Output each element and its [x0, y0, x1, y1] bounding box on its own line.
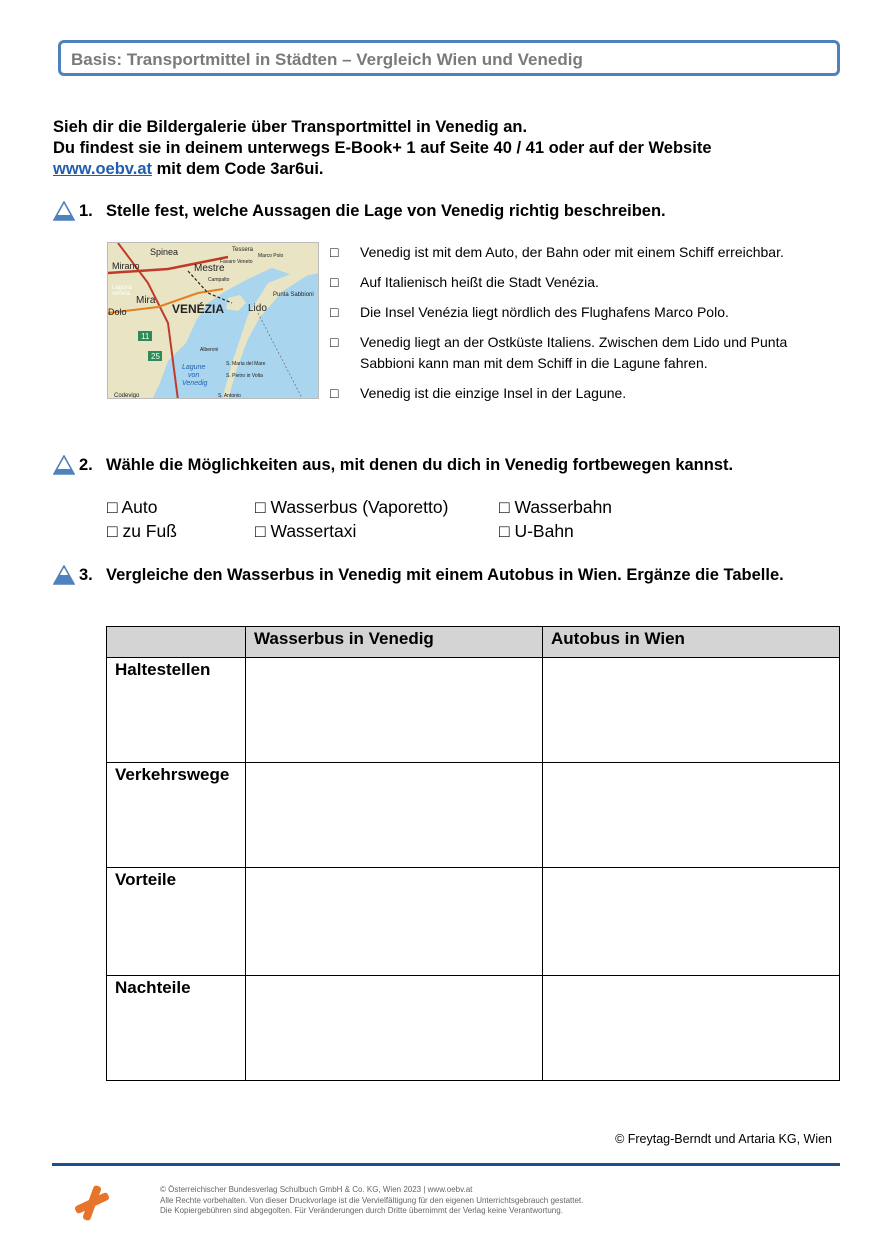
map-label-mira: Mira	[136, 295, 156, 306]
map-label-von: von	[188, 372, 200, 379]
table-row	[107, 976, 840, 1081]
answer-cell[interactable]	[543, 868, 840, 976]
option-label: zu Fuß	[122, 521, 177, 541]
table-row	[107, 868, 840, 976]
option-label: Wassertaxi	[270, 521, 357, 541]
venice-map	[107, 242, 319, 399]
table-row	[107, 658, 840, 763]
option-u-bahn[interactable]	[499, 521, 574, 542]
table-header-row	[107, 627, 840, 658]
difficulty-pyramid-icon	[53, 201, 75, 221]
map-label-road-25: 25	[151, 352, 160, 361]
checkbox-icon[interactable]: □	[107, 521, 118, 541]
checkbox-icon[interactable]: □	[330, 244, 339, 260]
row-label: Vorteile	[107, 868, 246, 976]
statement-list	[330, 242, 830, 404]
row-label: Haltestellen	[107, 658, 246, 763]
option-label: Auto	[121, 497, 158, 517]
footer-line-3: Die Kopiergebühren sind abgegolten. Für Veränderungen durch Dritte übernimmt der Verlag keine Verantwortung.	[160, 1206, 563, 1215]
map-label-mirano: Mirano	[112, 261, 140, 271]
task-3-text: Vergleiche den Wasserbus in Venedig mit einem Autobus in Wien. Ergänze die Tabelle.	[106, 566, 784, 584]
map-label-codevigo: Codevigo	[114, 393, 140, 399]
map-label-santa-maria: S. Maria del Mare	[226, 361, 266, 367]
worksheet-header	[58, 40, 840, 76]
map-label-venezia: VENÉZIA	[172, 302, 225, 316]
option-wasserbus[interactable]	[255, 497, 448, 518]
intro-line-3	[53, 159, 843, 180]
answer-cell[interactable]	[543, 658, 840, 763]
checkbox-icon[interactable]: □	[255, 521, 266, 541]
map-label-san-pietro: S. Pietro in Volta	[226, 373, 263, 379]
statement-text: Venedig ist die einzige Insel in der Lagune.	[360, 385, 627, 401]
table-header-empty	[107, 627, 246, 658]
map-label-road-11: 11	[141, 332, 150, 341]
checkbox-icon[interactable]: □	[330, 385, 339, 401]
statement-item[interactable]	[330, 242, 830, 263]
table-header-wasserbus: Wasserbus in Venedig	[246, 627, 543, 658]
intro-text	[53, 117, 843, 180]
task-1-number: 1.	[79, 202, 93, 220]
answer-cell[interactable]	[246, 868, 543, 976]
checkbox-icon[interactable]: □	[499, 497, 510, 517]
statement-text: Die Insel Venézia liegt nördlich des Flughafens Marco Polo.	[360, 304, 729, 320]
answer-cell[interactable]	[246, 763, 543, 868]
footer-line-1: © Österreichischer Bundesverlag Schulbuch GmbH & Co. KG, Wien 2023 | www.oebv.at	[160, 1185, 473, 1194]
map-label-marco-polo: Marco Polo	[258, 253, 284, 259]
option-label: Wasserbahn	[514, 497, 613, 517]
statement-item[interactable]	[330, 383, 830, 404]
map-label-dolo: Dolo	[108, 307, 127, 317]
map-label-tessera: Tessera	[232, 247, 254, 253]
option-label: U-Bahn	[514, 521, 574, 541]
task-2-text: Wähle die Möglichkeiten aus, mit denen du dich in Venedig fortbewegen kannst.	[106, 456, 734, 474]
row-label: Verkehrswege	[107, 763, 246, 868]
checkbox-icon[interactable]: □	[330, 334, 339, 350]
map-label-mestre: Mestre	[194, 263, 225, 274]
difficulty-pyramid-icon	[53, 565, 75, 585]
statement-text: Venedig ist mit dem Auto, der Bahn oder mit einem Schiff erreichbar.	[360, 244, 784, 260]
map-label-spinea: Spinea	[150, 247, 179, 257]
footer-legal	[160, 1185, 583, 1217]
intro-code-text: mit dem Code 3ar6ui.	[152, 160, 324, 178]
map-label-veneta: veneta	[112, 291, 131, 297]
worksheet-title: Basis: Transportmittel in Städten – Vergleich Wien und Venedig	[71, 50, 583, 69]
intro-line-2: Du findest sie in deinem unterwegs E-Book+ 1 auf Seite 40 / 41 oder auf der Website	[53, 139, 712, 157]
option-auto[interactable]	[107, 497, 157, 518]
footer-line-2: Alle Rechte vorbehalten. Von dieser Druckvorlage ist die Vervielfältigung für den eigenen Unterrichtsgebrauch gestattet.	[160, 1195, 584, 1205]
map-credit: © Freytag-Berndt und Artaria KG, Wien	[615, 1132, 832, 1146]
map-label-lagune: Lagune	[182, 364, 206, 371]
option-wassertaxi[interactable]	[255, 521, 356, 542]
statement-item[interactable]	[330, 302, 830, 323]
statement-item[interactable]	[330, 272, 830, 293]
publisher-logo-icon	[72, 1183, 112, 1223]
table-row	[107, 763, 840, 868]
map-label-venedig: Venedig	[182, 380, 208, 387]
answer-cell[interactable]	[246, 976, 543, 1081]
intro-line-1: Sieh dir die Bildergalerie über Transportmittel in Venedig an.	[53, 118, 528, 136]
checkbox-icon[interactable]: □	[330, 274, 339, 290]
map-label-lido: Lido	[248, 303, 267, 314]
answer-cell[interactable]	[246, 658, 543, 763]
map-label-favaro: Favaro Veneto	[220, 259, 253, 265]
statement-item[interactable]	[330, 332, 830, 374]
map-label-campalto: Campalto	[208, 277, 230, 283]
comparison-table	[106, 626, 840, 1081]
map-label-laguna: Laguna	[112, 285, 133, 291]
answer-cell[interactable]	[543, 763, 840, 868]
statement-text: Auf Italienisch heißt die Stadt Venézia.	[360, 274, 599, 290]
map-label-santo-antonio: S. Antonio	[218, 393, 241, 399]
footer-divider	[52, 1163, 840, 1166]
task-2-number: 2.	[79, 456, 93, 474]
option-wasserbahn[interactable]	[499, 497, 612, 518]
checkbox-icon[interactable]: □	[107, 497, 118, 517]
checkbox-icon[interactable]: □	[330, 304, 339, 320]
checkbox-icon[interactable]: □	[255, 497, 266, 517]
map-label-punta-sabbioni: Punta Sabbioni	[273, 292, 314, 298]
table-header-autobus: Autobus in Wien	[543, 627, 840, 658]
task-1-text: Stelle fest, welche Aussagen die Lage von Venedig richtig beschreiben.	[106, 202, 666, 220]
row-label: Nachteile	[107, 976, 246, 1081]
answer-cell[interactable]	[543, 976, 840, 1081]
option-zu-fuss[interactable]	[107, 521, 177, 542]
oebv-link[interactable]: www.oebv.at	[53, 160, 153, 178]
checkbox-icon[interactable]: □	[499, 521, 510, 541]
map-label-alberoni: Alberoni	[200, 347, 219, 353]
option-label: Wasserbus (Vaporetto)	[270, 497, 449, 517]
difficulty-pyramid-icon	[53, 455, 75, 475]
task-3-number: 3.	[79, 566, 93, 584]
statement-text: Venedig liegt an der Ostküste Italiens. Zwischen dem Lido und Punta Sabbioni kann man mit dem Schiff in die Lagune fahren.	[360, 334, 788, 371]
